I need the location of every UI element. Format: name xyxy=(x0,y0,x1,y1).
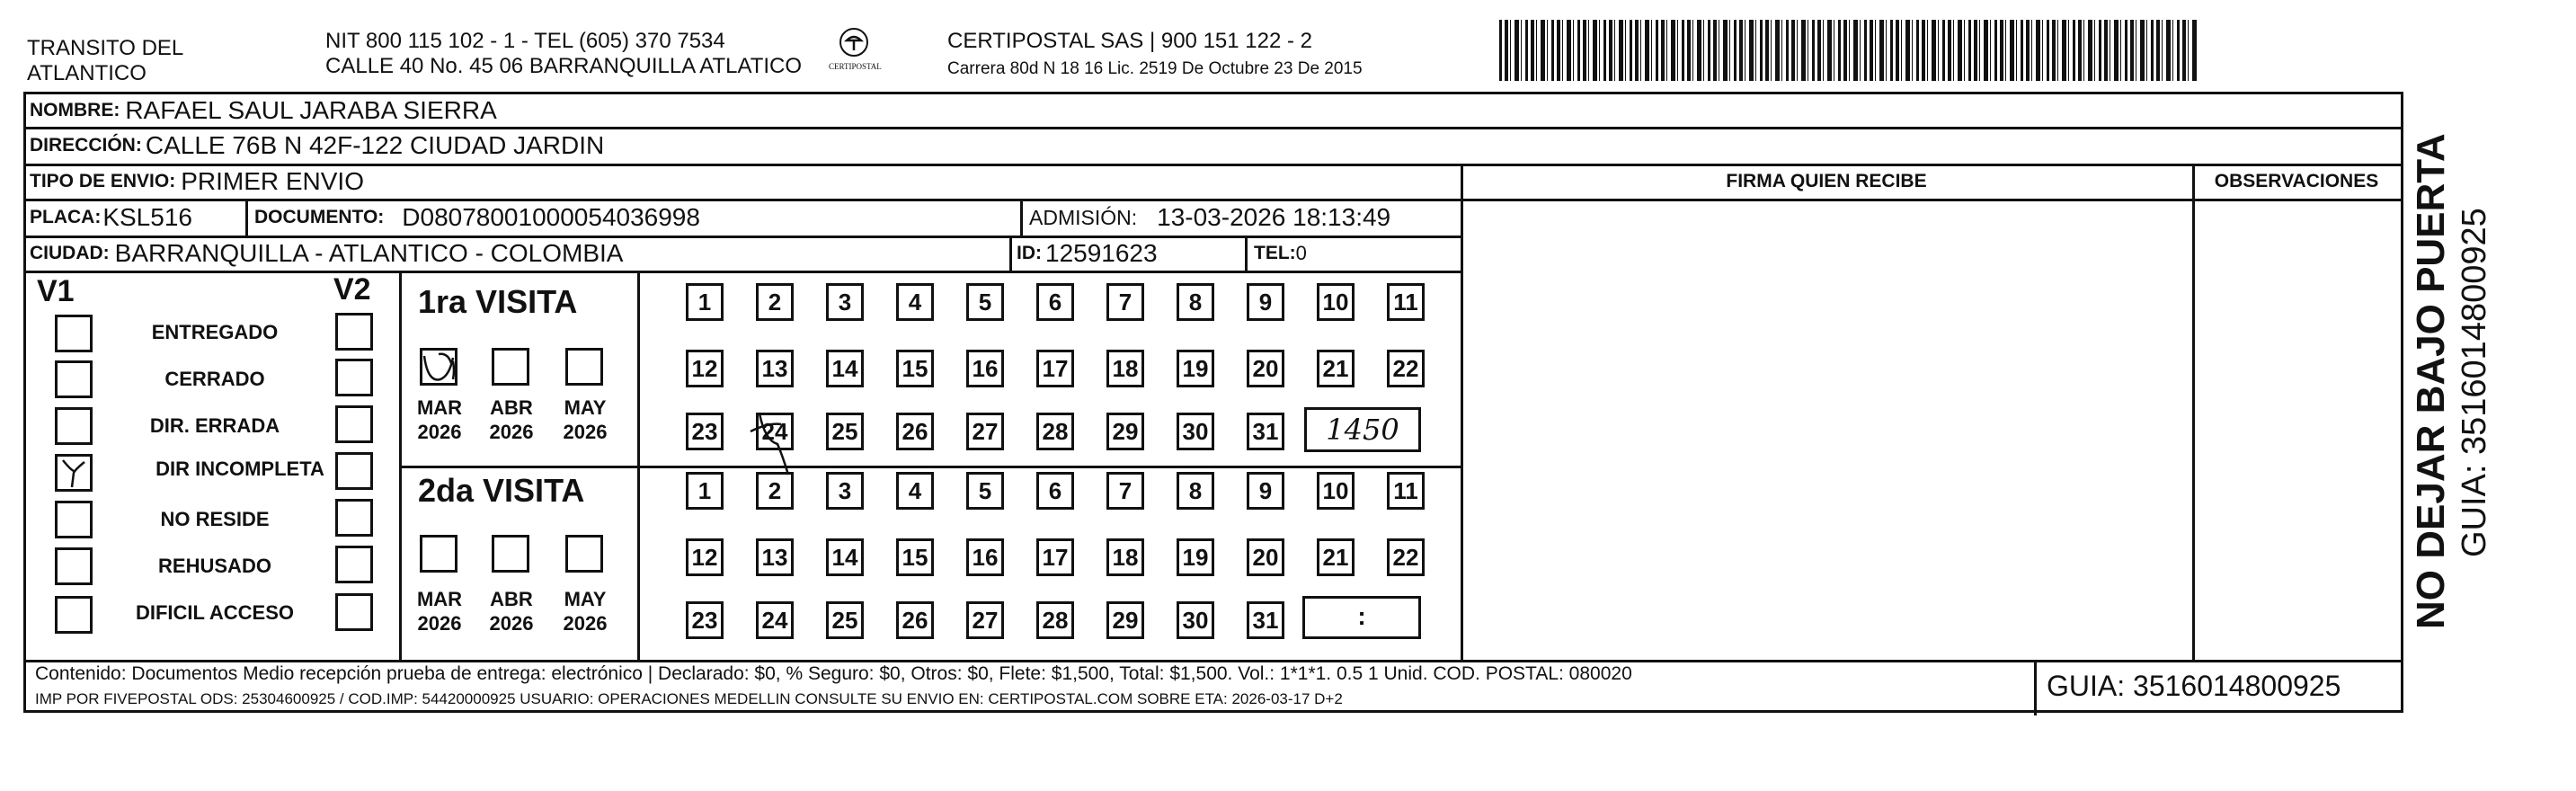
first-visit-day-5[interactable]: 5 xyxy=(966,283,1004,321)
certipostal-info xyxy=(947,29,1363,82)
month-name: MAR xyxy=(416,396,463,419)
first-visit-day-3[interactable]: 3 xyxy=(826,283,864,321)
second-visit-day-12[interactable]: 12 xyxy=(686,538,724,576)
second-visit-day-31[interactable]: 31 xyxy=(1247,601,1284,639)
ciudad-value: BARRANQUILLA - ATLANTICO - COLOMBIA xyxy=(114,239,624,267)
second-visit-day-19[interactable]: 19 xyxy=(1177,538,1214,576)
second-visit-day-6[interactable]: 6 xyxy=(1036,472,1074,510)
observaciones-label: OBSERVACIONES xyxy=(2214,171,2379,191)
direccion-label: DIRECCIÓN: xyxy=(30,135,142,156)
first-visit-day-17[interactable]: 17 xyxy=(1036,350,1074,387)
certipostal-logo xyxy=(829,27,882,79)
v2-checkbox-cerrado[interactable] xyxy=(335,359,373,396)
status-label-dir-errada: DIR. ERRADA xyxy=(149,414,280,437)
placa-value: KSL516 xyxy=(102,203,192,231)
second-visit-time-box[interactable]: : xyxy=(1302,596,1421,639)
first-visit-day-25[interactable]: 25 xyxy=(826,413,864,450)
ciudad-label: CIUDAD: xyxy=(30,243,110,263)
documento-label: DOCUMENTO: xyxy=(254,207,385,227)
first-visit-day-1[interactable]: 1 xyxy=(686,283,724,321)
month-name: MAY xyxy=(564,396,607,419)
nombre-label: NOMBRE: xyxy=(30,100,120,120)
second-visit-day-7[interactable]: 7 xyxy=(1106,472,1144,510)
placa-label: PLACA: xyxy=(30,207,102,227)
footer-guia: GUIA: 3516014800925 xyxy=(2047,670,2341,702)
logo-text: CERTIPOSTAL xyxy=(829,62,882,71)
month-year: 2026 xyxy=(563,612,608,635)
status-label-rehusado: REHUSADO xyxy=(158,555,271,577)
month-name: ABR xyxy=(490,588,533,610)
second-visit-day-1[interactable]: 1 xyxy=(686,472,724,510)
first-visit-day-29[interactable]: 29 xyxy=(1106,413,1144,450)
ciudad-cell xyxy=(30,236,623,271)
second-visit-day-30[interactable]: 30 xyxy=(1177,601,1214,639)
side-warning: NO DEJAR BAJO PUERTA xyxy=(2409,133,2453,629)
v1-checkbox-cerrado[interactable] xyxy=(55,360,93,398)
second-visit-day-3[interactable]: 3 xyxy=(826,472,864,510)
first-visit-day-28[interactable]: 28 xyxy=(1036,413,1074,450)
v1-checkbox-rehusado[interactable] xyxy=(55,547,93,585)
first-visit-day-12[interactable]: 12 xyxy=(686,350,724,387)
tel-cell xyxy=(1254,236,1307,271)
tipo-label: TIPO DE ENVIO: xyxy=(30,171,176,191)
second-visit-day-28[interactable]: 28 xyxy=(1036,601,1074,639)
check-mark-icon xyxy=(58,457,90,489)
observaciones-header xyxy=(2192,164,2401,199)
v1-checkbox-dir-errada[interactable] xyxy=(55,407,93,445)
first-visit-day-4[interactable]: 4 xyxy=(896,283,934,321)
first-visit-mar-label xyxy=(413,396,466,444)
second-visit-day-16[interactable]: 16 xyxy=(966,538,1004,576)
month-year: 2026 xyxy=(417,612,462,635)
month-name: MAY xyxy=(564,588,607,610)
second-visit-month-abr-box[interactable] xyxy=(492,535,529,573)
first-visit-day-2[interactable]: 2 xyxy=(756,283,794,321)
second-visit-day-22[interactable]: 22 xyxy=(1387,538,1425,576)
second-visit-day-23[interactable]: 23 xyxy=(686,601,724,639)
first-visit-day-11[interactable]: 11 xyxy=(1387,283,1425,321)
first-visit-day-19[interactable]: 19 xyxy=(1177,350,1214,387)
id-label: ID: xyxy=(1017,243,1042,263)
first-visit-day-27[interactable]: 27 xyxy=(966,413,1004,450)
month-name: ABR xyxy=(490,396,533,419)
second-visit-day-26[interactable]: 26 xyxy=(896,601,934,639)
second-visit-title: 2da VISITA xyxy=(418,472,585,509)
admision-label: ADMISIÓN: xyxy=(1029,205,1138,229)
second-visit-month-may-box[interactable] xyxy=(565,535,603,573)
second-visit-day-29[interactable]: 29 xyxy=(1106,601,1144,639)
second-visit-day-24[interactable]: 24 xyxy=(756,601,794,639)
second-visit-day-13[interactable]: 13 xyxy=(756,538,794,576)
second-visit-abr-label xyxy=(484,587,538,635)
first-visit-day-9[interactable]: 9 xyxy=(1247,283,1284,321)
second-visit-day-14[interactable]: 14 xyxy=(826,538,864,576)
logo-icon xyxy=(839,27,869,58)
v2-checkbox-dificil-acceso[interactable] xyxy=(335,593,373,631)
firma-header xyxy=(1461,164,2192,199)
v2-checkbox-dir-errada[interactable] xyxy=(335,405,373,443)
second-visit-month-mar-box[interactable] xyxy=(420,535,457,573)
address-line: CALLE 40 No. 45 06 BARRANQUILLA ATLATICO xyxy=(325,54,803,78)
first-visit-title: 1ra VISITA xyxy=(418,283,578,320)
first-visit-month-mar-box[interactable] xyxy=(420,348,457,386)
company-name xyxy=(27,36,183,86)
month-year: 2026 xyxy=(563,421,608,443)
placa-cell xyxy=(30,200,192,236)
second-visit-day-4[interactable]: 4 xyxy=(896,472,934,510)
status-label-no-reside: NO RESIDE xyxy=(160,508,270,530)
v2-checkbox-no-reside[interactable] xyxy=(335,499,373,537)
second-visit-day-25[interactable]: 25 xyxy=(826,601,864,639)
first-visit-day-26[interactable]: 26 xyxy=(896,413,934,450)
first-visit-time-box[interactable] xyxy=(1304,407,1421,452)
handwritten-mark-icon xyxy=(742,404,795,476)
second-visit-may-label xyxy=(558,587,612,635)
imp-line: IMP POR FIVEPOSTAL ODS: 25304600925 / COD.IMP: 54420000925 USUARIO: OPERACIONES MEDELLIN CONSULTE SU ENVIO EN: CERTIPOSTAL.COM SOBRE ETA: 2026-03-17 D+2 xyxy=(35,690,1343,707)
first-visit-day-16[interactable]: 16 xyxy=(966,350,1004,387)
contenido-line: Contenido: Documentos Medio recepción prueba de entrega: electrónico | Declarado: $0, % Seguro: $0, Otros: $0, Flete: $1,500, Total: $1,500. Vol.: 1*1*1. 0.5 1 Unid. COD. POSTAL: 080020 xyxy=(35,663,1632,684)
nombre-value: RAFAEL SAUL JARABA SIERRA xyxy=(125,96,497,124)
v2-checkbox-dir-incompleta[interactable] xyxy=(335,452,373,490)
first-visit-check-icon xyxy=(417,343,471,397)
month-year: 2026 xyxy=(489,612,534,635)
first-visit-day-23[interactable]: 23 xyxy=(686,413,724,450)
barcode xyxy=(1499,20,2197,81)
status-label-dificil-acceso: DIFICIL ACCESO xyxy=(135,601,294,624)
v1-label: V1 xyxy=(37,274,75,308)
v2-checkbox-entregado[interactable] xyxy=(335,313,373,351)
first-visit-day-20[interactable]: 20 xyxy=(1247,350,1284,387)
id-cell xyxy=(1017,236,1158,271)
company-name-line2: ATLANTICO xyxy=(27,61,147,85)
second-visit-day-17[interactable]: 17 xyxy=(1036,538,1074,576)
second-visit-day-15[interactable]: 15 xyxy=(896,538,934,576)
second-visit-day-27[interactable]: 27 xyxy=(966,601,1004,639)
first-visit-day-24[interactable]: 24 xyxy=(756,413,794,450)
first-visit-day-15[interactable]: 15 xyxy=(896,350,934,387)
first-visit-day-21[interactable]: 21 xyxy=(1317,350,1355,387)
first-visit-month-abr-box[interactable] xyxy=(492,348,529,386)
second-visit-mar-label xyxy=(413,587,466,635)
tel-value: 0 xyxy=(1295,242,1307,264)
v1-checkbox-no-reside[interactable] xyxy=(55,501,93,538)
v1-checkbox-dir-incompleta[interactable] xyxy=(55,454,93,492)
documento-value: D08078001000054036998 xyxy=(402,203,700,231)
first-visit-day-10[interactable]: 10 xyxy=(1317,283,1355,321)
admision-value: 13-03-2026 18:13:49 xyxy=(1157,203,1391,231)
month-year: 2026 xyxy=(489,421,534,443)
direccion-row xyxy=(30,128,604,164)
first-visit-day-31[interactable]: 31 xyxy=(1247,413,1284,450)
second-visit-day-5[interactable]: 5 xyxy=(966,472,1004,510)
admision-cell xyxy=(1029,200,1390,236)
side-guia: GUIA: 3516014800925 xyxy=(2456,208,2493,557)
company-name-line1: TRANSITO DEL xyxy=(27,36,184,60)
second-visit-day-8[interactable]: 8 xyxy=(1177,472,1214,510)
second-visit-day-18[interactable]: 18 xyxy=(1106,538,1144,576)
status-label-dir-incompleta: DIR INCOMPLETA xyxy=(155,458,324,480)
first-visit-abr-label xyxy=(484,396,538,444)
documento-cell xyxy=(254,200,700,236)
direccion-value: CALLE 76B N 42F-122 CIUDAD JARDIN xyxy=(145,131,605,159)
v1-checkbox-entregado[interactable] xyxy=(55,315,93,352)
first-visit-time: 1450 xyxy=(1326,413,1399,447)
status-label-cerrado: CERRADO xyxy=(164,368,265,390)
month-name: MAR xyxy=(416,588,463,610)
second-visit-day-10[interactable]: 10 xyxy=(1317,472,1355,510)
second-visit-day-11[interactable]: 11 xyxy=(1387,472,1425,510)
first-visit-day-22[interactable]: 22 xyxy=(1387,350,1425,387)
v2-label: V2 xyxy=(333,272,371,307)
first-visit-day-30[interactable]: 30 xyxy=(1177,413,1214,450)
delivery-form xyxy=(23,92,2403,713)
v2-checkbox-rehusado[interactable] xyxy=(335,546,373,583)
first-visit-day-7[interactable]: 7 xyxy=(1106,283,1144,321)
first-visit-month-may-box[interactable] xyxy=(565,348,603,386)
company-info xyxy=(325,29,802,79)
certipostal-line: CERTIPOSTAL SAS | 900 151 122 - 2 xyxy=(947,29,1312,53)
first-visit-day-6[interactable]: 6 xyxy=(1036,283,1074,321)
id-value: 12591623 xyxy=(1045,239,1158,267)
first-visit-day-8[interactable]: 8 xyxy=(1177,283,1214,321)
second-visit-day-9[interactable]: 9 xyxy=(1247,472,1284,510)
firma-label: FIRMA QUIEN RECIBE xyxy=(1726,171,1927,191)
second-visit-day-21[interactable]: 21 xyxy=(1317,538,1355,576)
second-visit-day-20[interactable]: 20 xyxy=(1247,538,1284,576)
nombre-row xyxy=(30,94,497,127)
first-visit-may-label xyxy=(558,396,612,444)
first-visit-day-13[interactable]: 13 xyxy=(756,350,794,387)
tipo-value: PRIMER ENVIO xyxy=(181,167,364,195)
month-year: 2026 xyxy=(417,421,462,443)
tipo-row xyxy=(30,164,364,199)
license-line: Carrera 80d N 18 16 Lic. 2519 De Octubre 23 De 2015 xyxy=(947,59,1363,78)
v1-checkbox-dificil-acceso[interactable] xyxy=(55,596,93,634)
tel-label: TEL: xyxy=(1254,243,1296,263)
nit-line: NIT 800 115 102 - 1 - TEL (605) 370 7534 xyxy=(325,29,725,53)
second-visit-day-2[interactable]: 2 xyxy=(756,472,794,510)
first-visit-day-18[interactable]: 18 xyxy=(1106,350,1144,387)
first-visit-day-14[interactable]: 14 xyxy=(826,350,864,387)
status-label-entregado: ENTREGADO xyxy=(151,321,279,343)
